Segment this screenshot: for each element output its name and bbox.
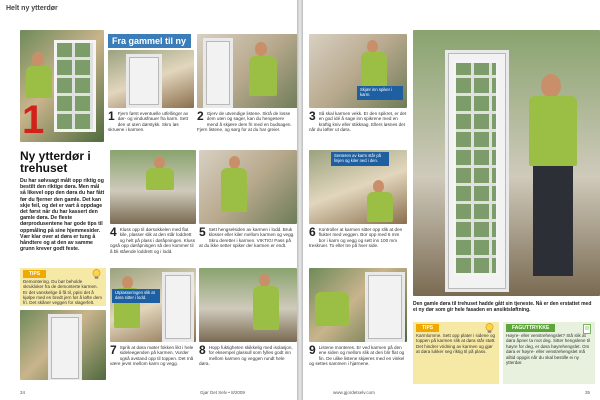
step7-caption: 7 Sprik at døra møter fokken likt i hele sideleegenden på karmen. Vurder også avstand opp til toppen. Det må være jevnt mellom karm og vegg.: [110, 343, 194, 367]
callout-frame: Senteren av karm står på linjen og kiler ned i den.: [331, 152, 389, 166]
fact-tag: FAGUTTRYKKE: [506, 324, 555, 332]
hero-caption: Den gamle døra til trehuset hadde gått sin tjeneste. Nå er den erstattet med ei ny dør som gir hele fasaden en ansiktsløftning.: [413, 301, 592, 313]
tips-text-right: Karmlomme. Sett opp plater i sidene og toppen på karmen slik at døra står støtt. Det hindrer vridning av karmen og gjør at døra lukker seg riktig til på plass.: [416, 333, 496, 354]
tips-box-right: [413, 322, 499, 384]
step7-photo: [110, 268, 196, 342]
step8-caption: 8 Hopp fuktigheten skikkelig med isolasjon, for eksempel glassull som fylles godt inn mellom karmen og veggen rundt hele døra.: [199, 343, 293, 367]
section-header-bar: Fra gammel til ny: [108, 34, 191, 48]
article-intro: Du har sølvsagt målt opp riktig og bestilt den riktige døra. Men mål så likevel opp den døra du har fått før du fjerner den gamle. Det kan skje feil, og det er vart å oppdage det først når du har kassert den gamle døra. De fleste dørprodusentene har gode tips til oppmåling på sine hjemmesider. Vær klar over at døra er tung å håndtere og at den av samme grunn krever godt feste.: [20, 178, 105, 253]
step4-caption: 4 Kluss opp til dørsokkelen med flat kile, plasser slik at den står loddrett og helt på plass i døråpningen. Kluss også opp døråpningen så den kommer til å bli stående loddrett og i lodd.: [110, 225, 196, 254]
callout-level: Utplasseringen slik at døra sitter i lodd.: [112, 289, 160, 303]
page-number-right: 35: [585, 390, 591, 395]
step6-caption: 6 Kontroller at karmen sitter opp slik at den flukter med veggen. Bor opp med 6 mm bor i karm og vegg og sett inn 100 mm treskruer. To eller tre på hver side.: [309, 225, 403, 249]
step5-caption: 5 Sett hengselsiden av karmen i lodd. Bruk klosser eller kiler mellom karmen og vegg. Skru deretter i karmen. VIKTIG! Pass på at du ikke setter spiker der karmen er endt.: [199, 225, 295, 249]
step9-caption: 9 Listene monteres. Er ved karmen på den ene siden og mellom slik at den blir flat og fin. De ulike listene skjæres med en vinkel og settes sammen i hjørnene.: [309, 343, 405, 367]
step2-photo: [197, 34, 297, 108]
fact-text: Høyre- eller venstrehengslet? Stå slik at døra åpner ta mot deg. Sitter hengslene til høyre for deg, er døra høyrehengslet. Om døra er høyre- eller venstrehengslet må alltid oppgis når du skal bestille ei ny ytterdør.: [506, 333, 591, 366]
tips-tag: TIPS: [23, 270, 46, 278]
callout-nails: Skjær inn spiker i karm.: [357, 86, 403, 100]
footer-magazine: Gjør Det Selv • 8/2009: [200, 390, 245, 395]
step9-photo: [309, 268, 407, 342]
fact-box: [503, 322, 595, 384]
step4-photo: [110, 150, 196, 224]
tips-box: [20, 268, 106, 306]
article-headline: Ny ytterdør i trehuset: [20, 149, 91, 175]
left-page: [0, 0, 297, 400]
step1-big-number: 1: [22, 98, 45, 142]
tips-photo: [20, 310, 106, 380]
hero-photo: [413, 30, 600, 296]
footer-website: www.gjordetselv.com: [333, 390, 375, 395]
step8-photo: [199, 268, 297, 342]
step1-caption: 1 Fjern først eventuelle utfellinger av dør- og vindusfrauer fra karm. Sett den ut uten dørstykk. Skru løs skruene i karmen.: [108, 109, 189, 133]
right-page: [303, 0, 600, 400]
step3-caption: 3 Så skal karmen vekk. Er den spikret, er det en god idé å sage inn spikrene med en kraftig kniv eller stikksag. Ellers løsnes det når du løfter ut døra.: [309, 109, 407, 133]
tips-tag-right: TIPS: [416, 324, 439, 332]
tips-text: Demontering. Du bør beholde skrukloker fra de demonterte karmen. Er det vanskelige å få til, ppisi det å kjølpe med en bredt jern før å løfte dem fri. Det skåner veggen for slagerfelt.: [23, 279, 103, 306]
section-label: Helt ny ytterdør: [6, 5, 58, 12]
step1b-photo: [108, 50, 194, 108]
step5-photo: [199, 150, 297, 224]
page-number-left: 34: [20, 390, 26, 395]
step2-caption: 2 Gjerv de utvendige listene. Skrå de losse dem uten og sager, kan du hengesere mend å skjære dem fri med en budsagen. Fjern listene, og sørg for at du har greier.: [197, 109, 292, 133]
